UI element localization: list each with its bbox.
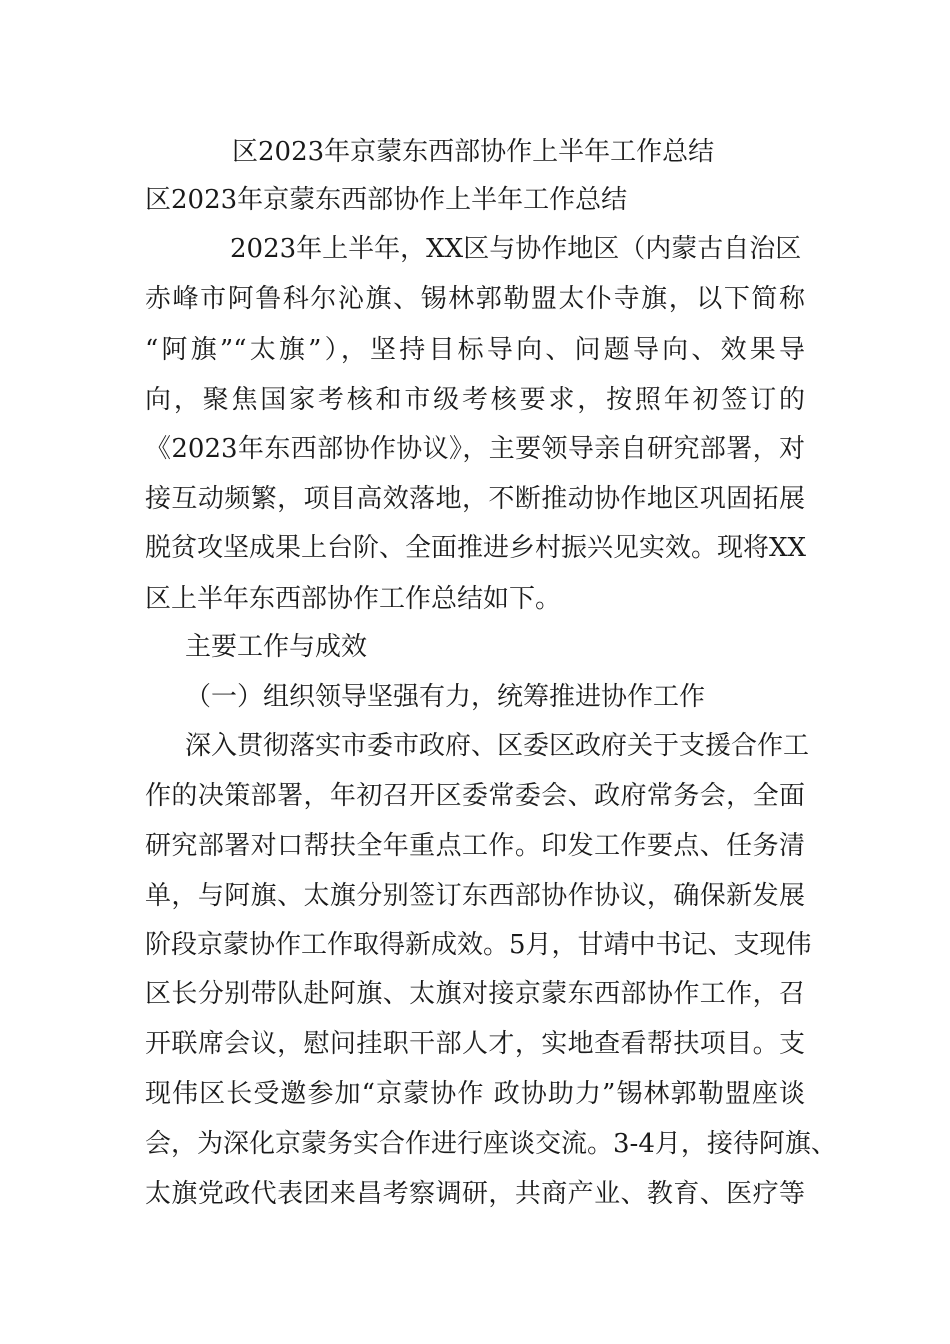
body-line: 研究部署对口帮扶全年重点工作。印发工作要点、任务清 [145, 831, 805, 861]
document-title: 区2023年京蒙东西部协作上半年工作总结 [232, 137, 715, 167]
intro-line: 脱贫攻坚成果上台阶、全面推进乡村振兴见实效。现将XX [145, 533, 807, 563]
body-line: 会，为深化京蒙务实合作进行座谈交流。3-4月，接待阿旗、 [145, 1129, 837, 1159]
section-heading: 主要工作与成效 [185, 632, 368, 662]
body-line: 开联席会议，慰问挂职干部人才，实地查看帮扶项目。支 [145, 1029, 805, 1059]
body-line: 深入贯彻落实市委市政府、区委区政府关于支援合作工 [185, 731, 810, 761]
subsection-heading: （一）组织领导坚强有力，统筹推进协作工作 [185, 682, 706, 712]
intro-line: 2023年上半年，XX区与协作地区（内蒙古自治区 [230, 234, 802, 264]
body-line: 太旗党政代表团来昌考察调研，共商产业、教育、医疗等 [145, 1179, 805, 1209]
body-line: 现伟区长受邀参加“京蒙协作 政协助力”锡林郭勒盟座谈 [145, 1079, 805, 1109]
intro-line: “阿旗”“太旗”），坚持目标导向、问题导向、效果导 [145, 335, 805, 365]
body-line: 区长分别带队赴阿旗、太旗对接京蒙东西部协作工作，召 [145, 979, 805, 1009]
body-line: 单，与阿旗、太旗分别签订东西部协作协议，确保新发展 [145, 881, 805, 911]
body-line: 阶段京蒙协作工作取得新成效。5月，甘靖中书记、支现伟 [145, 930, 812, 960]
body-line: 作的决策部署，年初召开区委常委会、政府常务会，全面 [145, 781, 805, 811]
intro-line: 区上半年东西部协作工作总结如下。 [145, 584, 562, 614]
intro-line: 《2023年东西部协作协议》，主要领导亲自研究部署，对 [145, 434, 805, 464]
intro-line: 接互动频繁，项目高效落地，不断推动协作地区巩固拓展 [145, 484, 805, 514]
intro-line: 向，聚焦国家考核和市级考核要求，按照年初签订的 [145, 385, 805, 415]
intro-line: 赤峰市阿鲁科尔沁旗、锡林郭勒盟太仆寺旗，以下简称 [145, 284, 805, 314]
document-subtitle: 区2023年京蒙东西部协作上半年工作总结 [145, 185, 628, 215]
